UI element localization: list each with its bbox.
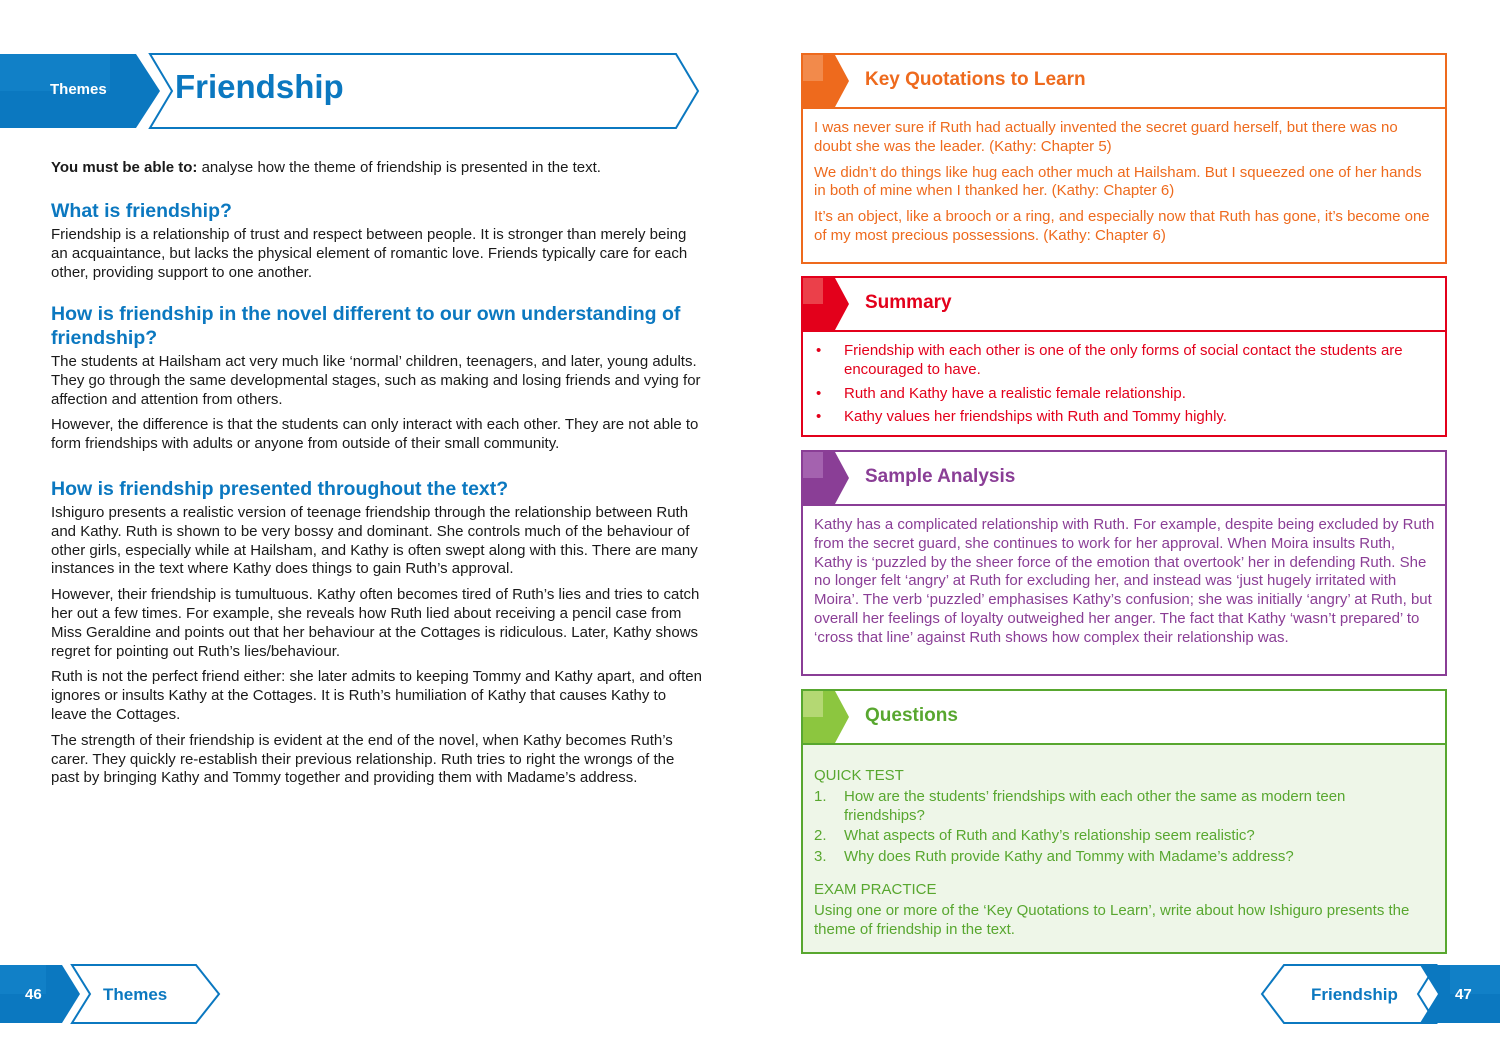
page-number-right: 47 <box>1455 986 1472 1003</box>
section-paragraph: Ruth is not the perfect friend either: she later admits to keeping Tommy and Kathy apart, and often ignores or insults Kathy at the Cottages. It is Ruth’s humiliation of Kathy that causes Kathy to leave the Cottages. <box>51 668 702 723</box>
questions-title: Questions <box>865 705 958 726</box>
summary-box <box>801 276 1447 437</box>
summary-item: • Friendship with each other is one of the only forms of social contact the students are encouraged to have. <box>816 342 1403 378</box>
quotation: It’s an object, like a brooch or a ring, and especially now that Ruth has gone, it’s become one of my most precious possessions. (Kathy: Chapter 6) <box>814 208 1430 244</box>
green-chevron-icon <box>803 691 863 743</box>
quick-test-question: 1. How are the students’ friendships with each other the same as modern teen friendships? <box>814 787 1346 824</box>
section-heading: How is friendship presented throughout the text? <box>51 478 509 500</box>
exam-practice-label: EXAM PRACTICE <box>814 880 937 898</box>
page-number-left: 46 <box>25 986 42 1003</box>
questions-box <box>801 689 1447 954</box>
sample-analysis-box <box>801 450 1447 676</box>
red-chevron-icon <box>803 278 863 330</box>
quotation: I was never sure if Ruth had actually invented the secret guard herself, but there was no doubt she was the leader. (Kathy: Chapter 5) <box>814 119 1398 155</box>
section-paragraph: The strength of their friendship is evident at the end of the novel, when Kathy becomes Ruth’s carer. They quickly re-establish their previous relationship. Ruth tries to right the wrongs of the past by bringing Kathy and Tommy together and providing them with Madame’s address. <box>51 731 675 787</box>
bullet: • <box>816 342 822 359</box>
learning-objective <box>51 159 703 178</box>
sample-analysis-title: Sample Analysis <box>865 466 1016 487</box>
summary-title: Summary <box>865 292 952 313</box>
bullet: • <box>816 408 822 426</box>
questions-header <box>803 691 1445 745</box>
quick-test-question: 2. What aspects of Ruth and Kathy’s relationship seem realistic? <box>814 827 1255 845</box>
summary-item: • Kathy values her friendships with Ruth and Tommy highly. <box>816 408 1227 426</box>
section-paragraph: However, their friendship is tumultuous. Kathy often becomes tired of Ruth’s lies and tries to catch her out a few times. For example, she reveals how Ruth lied about receiving a pencil case from Miss Geraldine and points out that her behaviour at the Cottages is ridiculous. Later, Kathy shows regret for pointing out Ruth’s lies/behaviour. <box>51 586 700 660</box>
quick-test-question: 3. Why does Ruth provide Kathy and Tommy with Madame’s address? <box>814 848 1294 866</box>
section-paragraph: The students at Hailsham act very much like ‘normal’ children, teenagers, and later, young adults. They go through the same developmental stages, such as making and losing friends and vying for affection and attention from others. <box>51 353 701 408</box>
quick-test-label: QUICK TEST <box>814 767 904 784</box>
section-paragraph: However, the difference is that the students can only interact with each other. They are not able to form friendships with adults or anyone from outside of their small community. <box>51 416 699 453</box>
objective-label: You must be able to: <box>51 159 198 176</box>
header-section-tab: Themes <box>50 81 107 98</box>
footer-right-label[interactable]: Friendship <box>1311 985 1398 1004</box>
quotation: We didn’t do things like hug each other much at Hailsham. But I squeezed one of her hands in both of mine when I thanked her. (Kathy: Chapter 6) <box>814 163 1422 200</box>
summary-item: • Ruth and Kathy have a realistic female relationship. <box>816 384 1186 402</box>
section-what-is-friendship <box>51 199 703 282</box>
key-quotations-header <box>803 55 1445 109</box>
page-title: Friendship <box>175 68 344 105</box>
section-paragraph: Friendship is a relationship of trust and respect between people. It is stronger than merely being an acquaintance, but lacks the physical element of romantic love. Friends typically care for each other, providing support to one another. <box>51 226 688 281</box>
summary-header <box>803 278 1445 332</box>
analysis-text: Kathy has a complicated relationship with Ruth. For example, despite being excluded by Ruth from the secret guard, she continues to work for her approval. When Moira insults Ruth, Kathy is ‘puzzled by the sheer force of the emotion that overtook’ her in defending Ruth. She no longer felt ‘angry’ at Ruth for excluding her, and instead was ‘just hugely irritated with Moira’. The verb ‘puzzled’ emphasises Kathy’s confusion; she was initially ‘angry’ at Ruth, but overall her feelings of loyalty outweighed her anger. The fact that Kathy ‘wasn’t prepared’ to ‘cross that line’ against Ruth shows how complex their relationship was. <box>814 516 1435 646</box>
section-heading: How is friendship in the novel different to our own understanding of friendship? <box>51 303 681 349</box>
key-quotations-title: Key Quotations to Learn <box>865 69 1086 90</box>
orange-chevron-icon <box>803 55 863 107</box>
section-presented <box>51 477 703 788</box>
section-paragraph: Ishiguro presents a realistic version of teenage friendship through the relationship between Ruth and Kathy. Ruth is shown to be very bossy and dominant. She controls much of the behaviour of other girls, especially while at Hailsham, and Kathy is often swept along with this. There are many instances in the text where Kathy does things to gain Ruth’s approval. <box>51 504 698 578</box>
objective-text: analyse how the theme of friendship is presented in the text. <box>197 159 601 176</box>
footer-left-label[interactable]: Themes <box>103 985 168 1004</box>
key-quotations-box <box>801 53 1447 264</box>
bullet: • <box>816 384 822 402</box>
sample-analysis-header <box>803 452 1445 506</box>
exam-practice-text: Using one or more of the ‘Key Quotations to Learn’, write about how Ishiguro presents the theme of friendship in the text. <box>814 901 1410 938</box>
purple-chevron-icon <box>803 452 863 504</box>
section-heading: What is friendship? <box>51 200 232 222</box>
section-novel-difference <box>51 302 703 454</box>
